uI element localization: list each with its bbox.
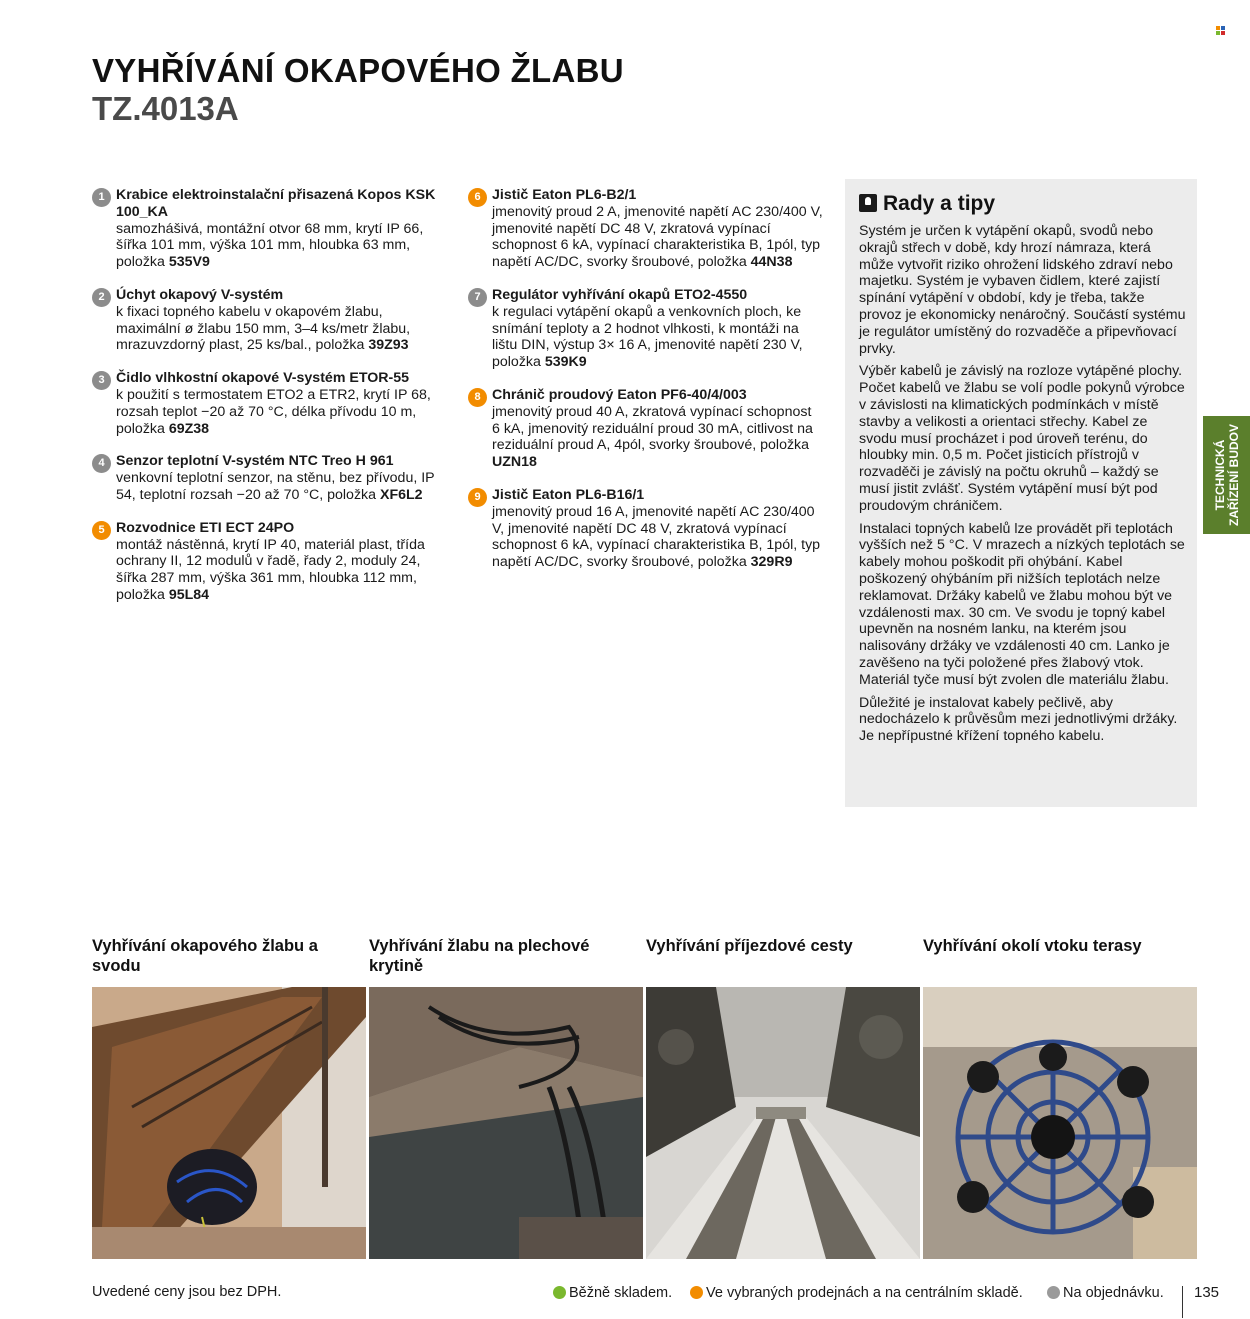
legend-on-order: Na objednávku. <box>1063 1285 1164 1301</box>
page-number: 135 <box>1194 1284 1220 1301</box>
tips-box <box>845 179 1197 807</box>
product-code: 44N38 <box>750 254 793 271</box>
gallery-caption: Vyhřívání žlabu na plechové krytině <box>369 937 590 975</box>
on-order-dot-icon <box>1047 1286 1060 1299</box>
tips-heading <box>859 192 995 216</box>
page-code: TZ.4013A <box>92 90 239 127</box>
product-item <box>92 287 442 354</box>
photo-heated-driveway <box>646 987 920 1259</box>
product-item <box>468 287 823 371</box>
item-number-badge: 4 <box>92 454 111 473</box>
item-number-badge: 1 <box>92 188 111 207</box>
product-item <box>468 387 823 471</box>
product-code: 539K9 <box>544 354 587 371</box>
price-note: Uvedené ceny jsou bez DPH. <box>92 1284 282 1300</box>
product-item <box>92 453 442 503</box>
product-desc: jmenovitý proud 40 A, zkratová vypínací schopnost 6 kA, jmenovitý reziduální proud 30 mA, citlivost na reziduální proud A, 4pól, svorky šroubové, položka <box>492 403 813 454</box>
product-name: Regulátor vyhřívání okapů ETO2-4550 <box>492 286 748 303</box>
gallery-caption: Vyhřívání okolí vtoku terasy <box>923 937 1142 955</box>
product-name: Senzor teplotní V-systém NTC Treo H 961 <box>116 453 394 470</box>
item-number-badge: 3 <box>92 371 111 390</box>
product-desc: k regulaci vytápění okapů a venkovních ploch, ke snímání teploty a 2 hodnot vlhkosti, k montáži na lištu DIN, výstup 3× 16 A, jmenovité napětí 230 V, položka <box>492 303 803 371</box>
tips-paragraph: Výběr kabelů je závislý na rozloze vytápěné plochy. Počet kabelů ve žlabu se volí podle pokynů výrobce v závislosti na klimatických podmínkách v místě stavby a velikosti a orientaci střechy. Kabel ze svodu musí procházet i pod úroveň terénu, do hloubky min. 0,5 m. Počet jisticích přístrojů v rozvaděči je závislý na počtu okruhů – každý se musí jistit zvlášť. Systém vytápění musí být pod proudovým chráničem. <box>859 363 1185 514</box>
in-stock-dot-icon <box>553 1286 566 1299</box>
item-number-badge: 9 <box>468 488 487 507</box>
tips-paragraph: Instalaci topných kabelů lze provádět při teplotách vyšších než 5 °C. V mrazech a nízkých teplotách se kabely mohou poškodit při ohýbání. Kabel poškozený ohýbáním při nižších teplotách nelze reklamovat. Držáky kabelů ve žlabu mohou být ve vzdálenosti max. 30 cm. Ve svodu je topný kabel upevněn na nosném lanku, na kterém jsou nalisovány držáky ve vzdálenosti 40 cm. Lanko je zavěšeno na tyči položené přes žlabový vtok. Materiál tyče musí být zvolen dle materiálu žlabu. <box>859 520 1185 688</box>
product-code: 39Z93 <box>368 337 409 354</box>
tips-paragraph: Důležité je instalovat kabely pečlivě, aby nedocházelo k průvěsům mezi jednotlivými držáky. Je nepřípustné křížení topného kabelu. <box>859 694 1178 745</box>
product-desc: jmenovitý proud 2 A, jmenovité napětí AC 230/400 V, jmenovité napětí DC 48 V, zkratová vypínací schopnost 6 kA, vypínací charakteristika B, 1pól, typ napětí AC/DC, svorky šroubové, položka <box>492 203 823 271</box>
product-list-left <box>92 187 442 620</box>
side-tab-line2: ZAŘÍZENÍ BUDOV <box>1226 424 1241 526</box>
product-code: XF6L2 <box>379 486 423 503</box>
legend-in-stock: Běžně skladem. <box>569 1285 673 1301</box>
product-item <box>92 370 442 437</box>
selected-stores-dot-icon <box>690 1286 703 1299</box>
product-item <box>468 187 823 271</box>
product-desc: samozhášivá, montážní otvor 68 mm, krytí IP 66, šířka 101 mm, výška 101 mm, hloubka 63 mm, položka <box>116 220 424 271</box>
product-name: Jistič Eaton PL6-B16/1 <box>492 486 645 503</box>
brand-logo <box>1216 26 1226 34</box>
product-desc: jmenovitý proud 16 A, jmenovité napětí AC 230/400 V, jmenovité napětí DC 48 V, zkratová vypínací schopnost 6 kA, vypínací charakteristika B, 1pól, typ napětí AC/DC, svorky šroubové, položka <box>492 503 821 571</box>
legend-selected-stores: Ve vybraných prodejnách a na centrálním skladě. <box>706 1285 1023 1301</box>
product-desc: k použití s termostatem ETO2 a ETR2, krytí IP 68, rozsah teplot −20 až 70 °C, délka přívodu 10 m, položka <box>116 386 431 437</box>
photo-gutter-downspout <box>92 987 366 1259</box>
footer-divider <box>1182 1286 1183 1318</box>
section-side-tab[interactable] <box>1203 416 1250 534</box>
gallery-caption: Vyhřívání příjezdové cesty <box>646 937 853 955</box>
product-name: Úchyt okapový V-systém <box>116 286 284 303</box>
page-title: VYHŘÍVÁNÍ OKAPOVÉHO ŽLABU <box>92 52 624 89</box>
item-number-badge: 2 <box>92 288 111 307</box>
product-code: 95L84 <box>168 586 210 603</box>
item-number-badge: 7 <box>468 288 487 307</box>
item-number-badge: 8 <box>468 388 487 407</box>
side-tab-line1: TECHNICKÁ <box>1212 439 1227 511</box>
product-code: 535V9 <box>168 254 210 271</box>
product-item <box>92 187 442 271</box>
product-item <box>468 487 823 571</box>
product-item <box>92 520 442 604</box>
product-name: Chránič proudový Eaton PF6-40/4/003 <box>492 386 747 403</box>
product-desc: k fixaci topného kabelu v okapovém žlabu, maximální ø žlabu 150 mm, 3–4 ks/metr žlabu, mrazuvzdorný plast, 25 ks/bal., položka <box>116 303 411 354</box>
tips-body <box>859 223 1189 751</box>
product-code: 329R9 <box>750 554 793 571</box>
product-desc: venkovní teplotní senzor, na stěnu, bez přívodu, IP 54, teplotní rozsah −20 až 70 °C, položka <box>116 470 435 503</box>
photo-metal-roof-gutter <box>369 987 643 1259</box>
tips-title: Rady a tipy <box>883 192 996 215</box>
product-name: Čidlo vlhkostní okapové V-systém ETOR-55 <box>116 370 410 387</box>
photo-terrace-drain <box>923 987 1197 1259</box>
product-code: 69Z38 <box>168 420 210 437</box>
product-name: Rozvodnice ETI ECT 24PO <box>116 519 295 536</box>
gallery-caption: Vyhřívání okapového žlabu a svodu <box>92 937 318 975</box>
product-code: UZN18 <box>492 454 537 471</box>
lightbulb-icon <box>859 194 877 212</box>
item-number-badge: 6 <box>468 188 487 207</box>
product-name: Jistič Eaton PL6-B2/1 <box>492 187 637 203</box>
product-name: Krabice elektroinstalační přisazená Kopos KSK 100_KA <box>116 187 436 220</box>
product-list-right <box>468 187 823 587</box>
product-desc: montáž nástěnná, krytí IP 40, materiál plast, třída ochrany II, 12 modulů v řadě, řady 2, moduly 24, šířka 287 mm, výška 361 mm, hloubka 112 mm, položka <box>116 536 425 603</box>
item-number-badge: 5 <box>92 521 111 540</box>
tips-paragraph: Systém je určen k vytápění okapů, svodů nebo okrajů střech v době, kdy hrozí námraza, která může vytvořit riziko ohrožení lidského zdraví nebo majetku. Systém je vybaven čidlem, které zajistí spínání vytápění v období, kdy je třeba, takže provoz je ekonomicky nenáročný. Součástí systému je regulátor umístěný do rozvaděče a připevňovací prvky. <box>859 223 1186 357</box>
